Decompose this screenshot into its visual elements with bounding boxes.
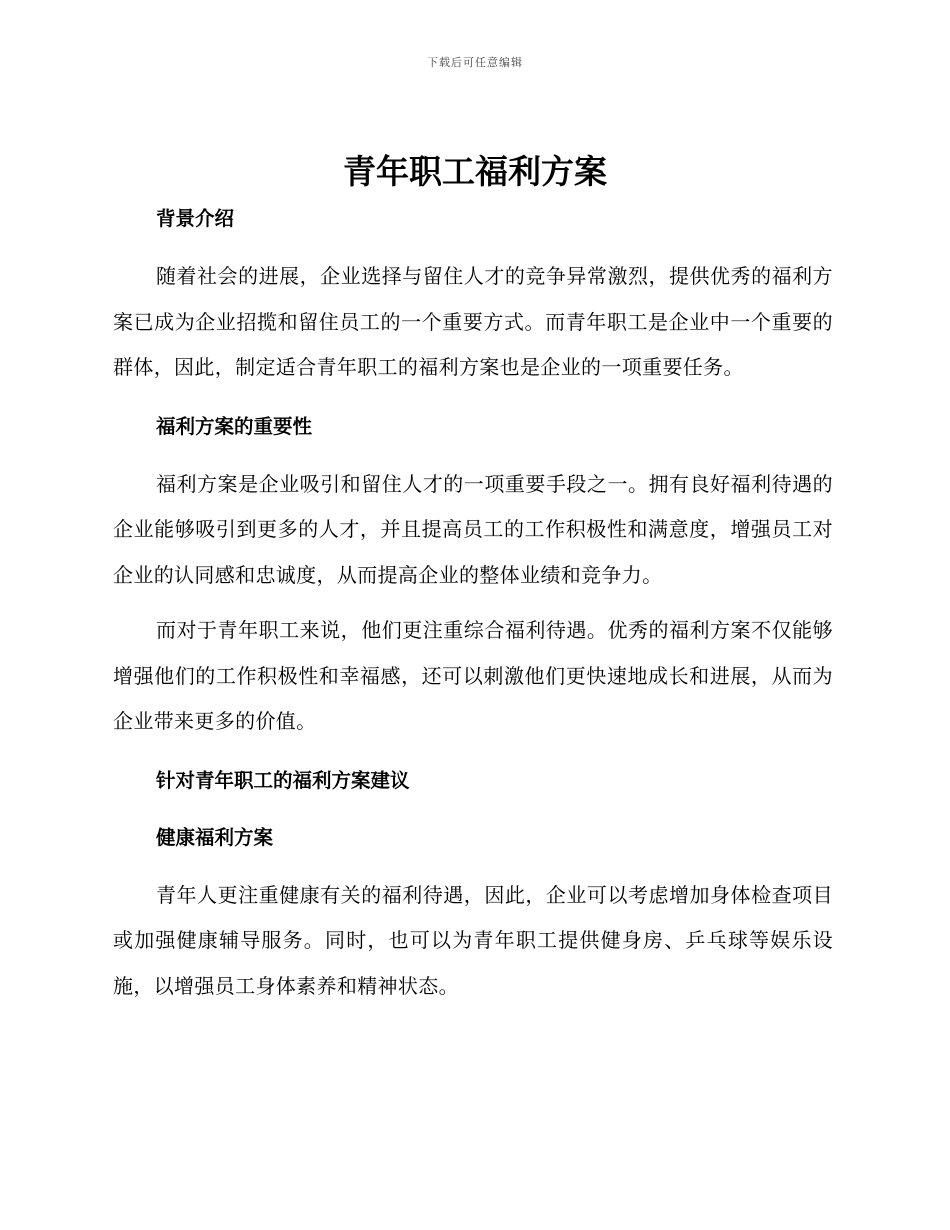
page-header-note: 下载后可任意编辑 [427, 56, 523, 69]
heading-importance: 福利方案的重要性 [156, 414, 313, 438]
heading-background: 背景介绍 [156, 207, 235, 230]
paragraph-importance-2: 而对于青年职工来说，他们更注重综合福利待遇。优秀的福利方案不仅能够增强他们的工作积极性和幸福感，还可以刺激他们更快速地成长和进展，从而为企业带来更多的价值。 [113, 618, 833, 733]
paragraph-importance-1: 福利方案是企业吸引和留住人才的一项重要手段之一。拥有良好福利待遇的企业能够吸引到更多的人才，并且提高员工的工作积极性和满意度，增强员工对企业的认同感和忠诚度，从而提高企业的整体业绩和竞争力。 [113, 471, 833, 587]
heading-suggestions: 针对青年职工的福利方案建议 [156, 768, 410, 792]
paragraph-background: 随着社会的进展，企业选择与留住人才的竞争异常激烈，提供优秀的福利方案已成为企业招揽和留住员工的一个重要方式。而青年职工是企业中一个重要的群体，因此，制定适合青年职工的福利方案也是企业的一项重要任务。 [113, 264, 833, 379]
paragraph-health: 青年人更注重健康有关的福利待遇，因此，企业可以考虑增加身体检查项目或加强健康辅导服务。同时，也可以为青年职工提供健身房、乒乓球等娱乐设施，以增强员工身体素养和精神状态。 [113, 882, 833, 998]
document-body [113, 204, 833, 1009]
heading-health: 健康福利方案 [156, 825, 274, 849]
document-title: 青年职工福利方案 [343, 152, 607, 191]
